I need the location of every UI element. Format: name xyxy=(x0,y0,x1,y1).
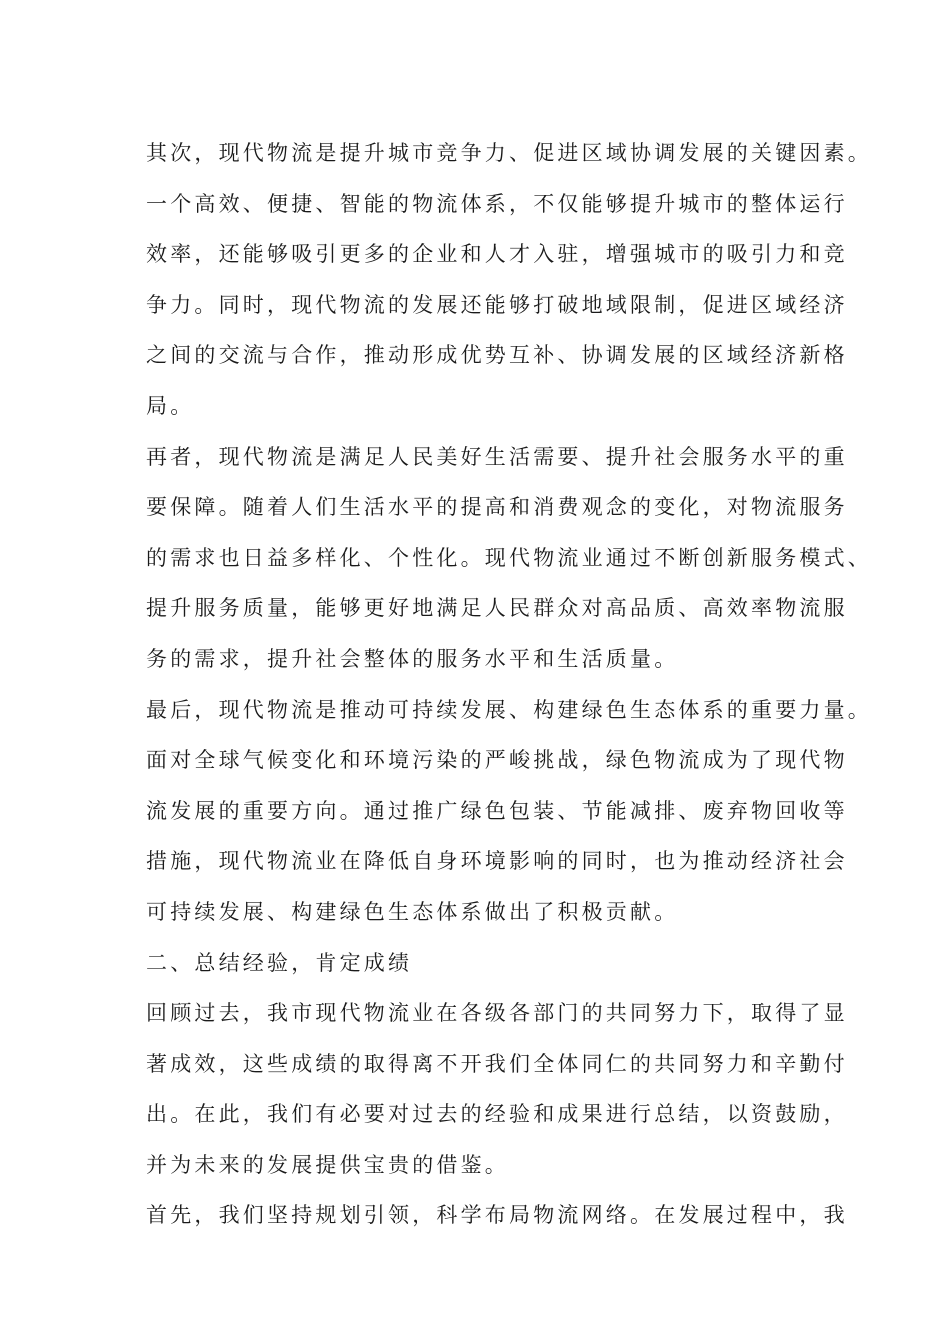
paragraph-3-line-1: 最后，现代物流是推动可持续发展、构建绿色生态体系的重要力量。 xyxy=(146,697,872,722)
paragraph-3-line-3: 流发展的重要方向。通过推广绿色包装、节能减排、废弃物回收等 xyxy=(146,798,848,823)
paragraph-2-line-5: 务的需求，提升社会整体的服务水平和生活质量。 xyxy=(146,646,679,671)
paragraph-4-line-3: 出。在此，我们有必要对过去的经验和成果进行总结，以资鼓励， xyxy=(146,1102,848,1127)
document-body xyxy=(146,128,872,1241)
paragraph-3-line-2: 面对全球气候变化和环境污染的严峻挑战，绿色物流成为了现代物 xyxy=(146,748,848,773)
paragraph-1-line-1: 其次，现代物流是提升城市竞争力、促进区域协调发展的关键因素。 xyxy=(146,141,872,165)
paragraph-1-line-6: 局。 xyxy=(146,393,195,418)
paragraph-2-line-1: 再者，现代物流是满足人民美好生活需要、提升社会服务水平的重 xyxy=(146,444,848,469)
paragraph-3-line-4: 措施，现代物流业在降低自身环境影响的同时，也为推动经济社会 xyxy=(146,849,848,874)
section-heading: 二、总结经验，肯定成绩 xyxy=(146,950,413,975)
paragraph-1-line-5: 之间的交流与合作，推动形成优势互补、协调发展的区域经济新格 xyxy=(146,343,848,368)
paragraph-1-line-4: 争力。同时，现代物流的发展还能够打破地域限制，促进区域经济 xyxy=(146,292,848,317)
paragraph-1-line-3: 效率，还能够吸引更多的企业和人才入驻，增强城市的吸引力和竞 xyxy=(146,242,848,267)
paragraph-4-line-2: 著成效，这些成绩的取得离不开我们全体同仁的共同努力和辛勤付 xyxy=(146,1051,848,1076)
paragraph-1-line-2: 一个高效、便捷、智能的物流体系，不仅能够提升城市的整体运行 xyxy=(146,191,848,216)
paragraph-2-line-3: 的需求也日益多样化、个性化。现代物流业通过不断创新服务模式、 xyxy=(146,545,872,570)
paragraph-4-line-4: 并为未来的发展提供宝贵的借鉴。 xyxy=(146,1152,509,1177)
paragraph-2-line-2: 要保障。随着人们生活水平的提高和消费观念的变化，对物流服务 xyxy=(146,495,848,520)
paragraph-3-line-5: 可持续发展、构建绿色生态体系做出了积极贡献。 xyxy=(146,899,679,924)
paragraph-4-line-1: 回顾过去，我市现代物流业在各级各部门的共同努力下，取得了显 xyxy=(146,1001,848,1026)
paragraph-5-line-1: 首先，我们坚持规划引领，科学布局物流网络。在发展过程中，我 xyxy=(146,1203,848,1228)
paragraph-2-line-4: 提升服务质量，能够更好地满足人民群众对高品质、高效率物流服 xyxy=(146,596,848,621)
